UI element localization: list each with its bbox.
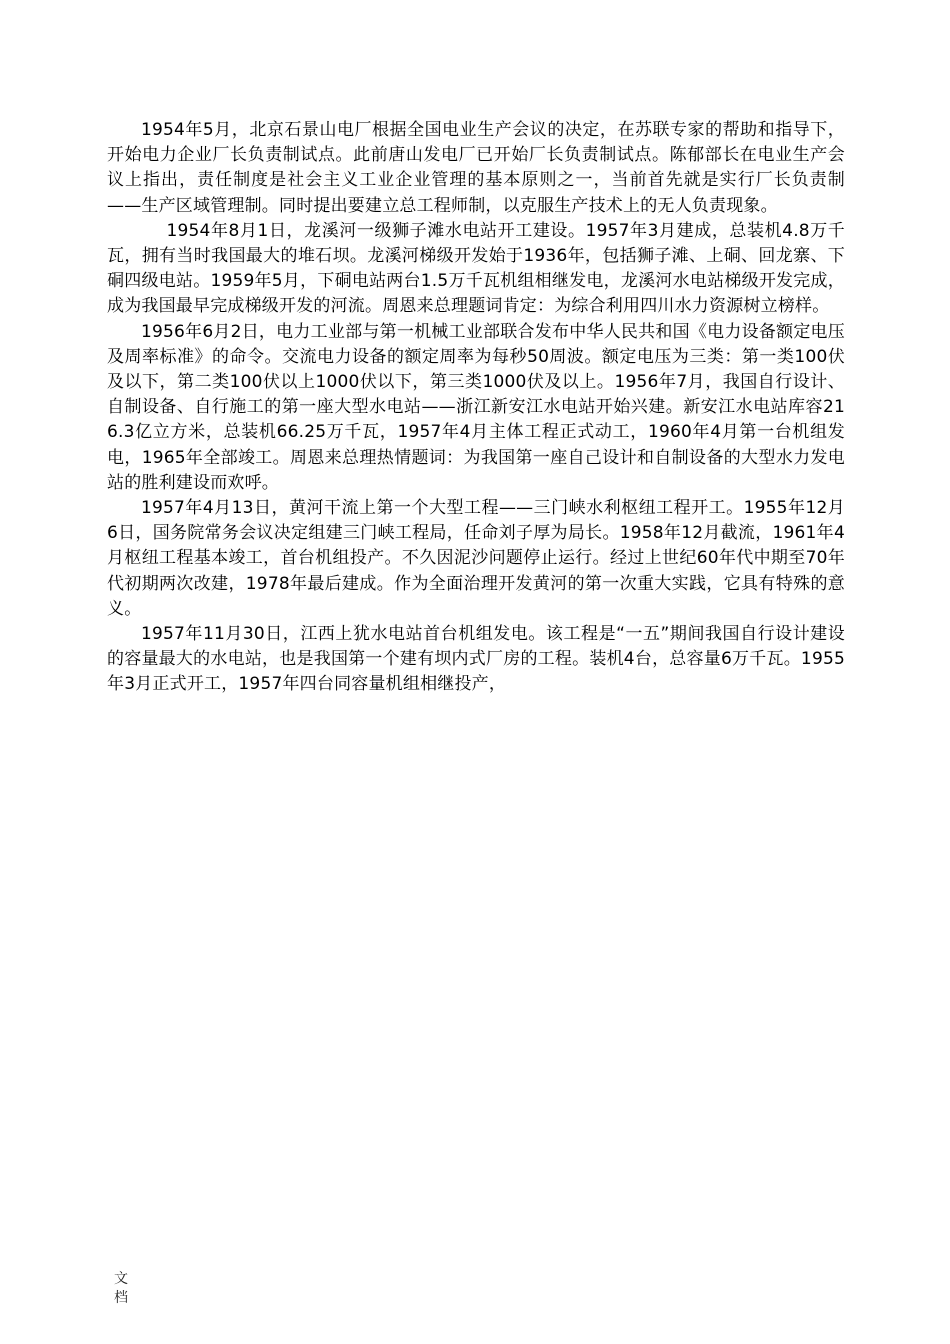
footer-line-1: 文 — [114, 1271, 128, 1287]
paragraph-1954-shijingshan: 1954年5月，北京石景山电厂根据全国电业生产会议的决定，在苏联专家的帮助和指导下，开始电力企业厂长负责制试点。此前唐山发电厂已开始厂长负责制试点。陈郁部长在电业生产会议上指出，责任制度是社会主义工业企业管理的基本原则之一，当前首先就是实行厂长负责制——生产区域管理制。同时提出要建立总工程师制，以克服生产技术上的无人负责现象。 — [107, 120, 845, 216]
body-text — [107, 118, 845, 698]
paragraph-1954-longxihe: 1954年8月1日，龙溪河一级狮子滩水电站开工建设。1957年3月建成，总装机4.8万千瓦，拥有当时我国最大的堆石坝。龙溪河梯级开发始于1936年，包括狮子滩、上硐、回龙寨、下硐四级电站。1959年5月，下硐电站两台1.5万千瓦机组相继发电，龙溪河水电站梯级开发完成，成为我国最早完成梯级开发的河流。周恩来总理题词肯定：为综合利用四川水力资源树立榜样。 — [107, 220, 845, 317]
paragraph-1957-sanmenxia: 1957年4月13日，黄河干流上第一个大型工程——三门峡水利枢纽工程开工。1955年12月6日，国务院常务会议决定组建三门峡工程局，任命刘子厚为局长。1958年12月截流，1961年4月枢纽工程基本竣工，首台机组投产。不久因泥沙问题停止运行。经过上世纪60年代中期至70年代初期两次改建，1978年最后建成。作为全面治理开发黄河的第一次重大实践，它具有特殊的意义。 — [107, 498, 845, 619]
footer-label — [114, 1270, 134, 1308]
footer-line-2: 档 — [114, 1290, 128, 1306]
paragraph-1957-shangyou: 1957年11月30日，江西上犹水电站首台机组发电。该工程是“一五”期间我国自行设计建设的容量最大的水电站，也是我国第一个建有坝内式厂房的工程。装机4台，总容量6万千瓦。1955年3月正式开工，1957年四台同容量机组相继投产， — [107, 624, 845, 695]
paragraph-1956-voltage-standard: 1956年6月2日，电力工业部与第一机械工业部联合发布中华人民共和国《电力设备额定电压及周率标准》的命令。交流电力设备的额定周率为每秒50周波。额定电压为三类：第一类100伏及以下，第二类100伏以上1000伏以下，第三类1000伏及以上。1956年7月，我国自行设计、自制设备、自行施工的第一座大型水电站——浙江新安江水电站开始兴建。新安江水电站库容216.3亿立方米，总装机66.25万千瓦，1957年4月主体工程正式动工，1960年4月第一台机组发电，1965年全部竣工。周恩来总理热情题词：为我国第一座自己设计和自制设备的大型水力发电站的胜利建设而欢呼。 — [107, 321, 845, 493]
